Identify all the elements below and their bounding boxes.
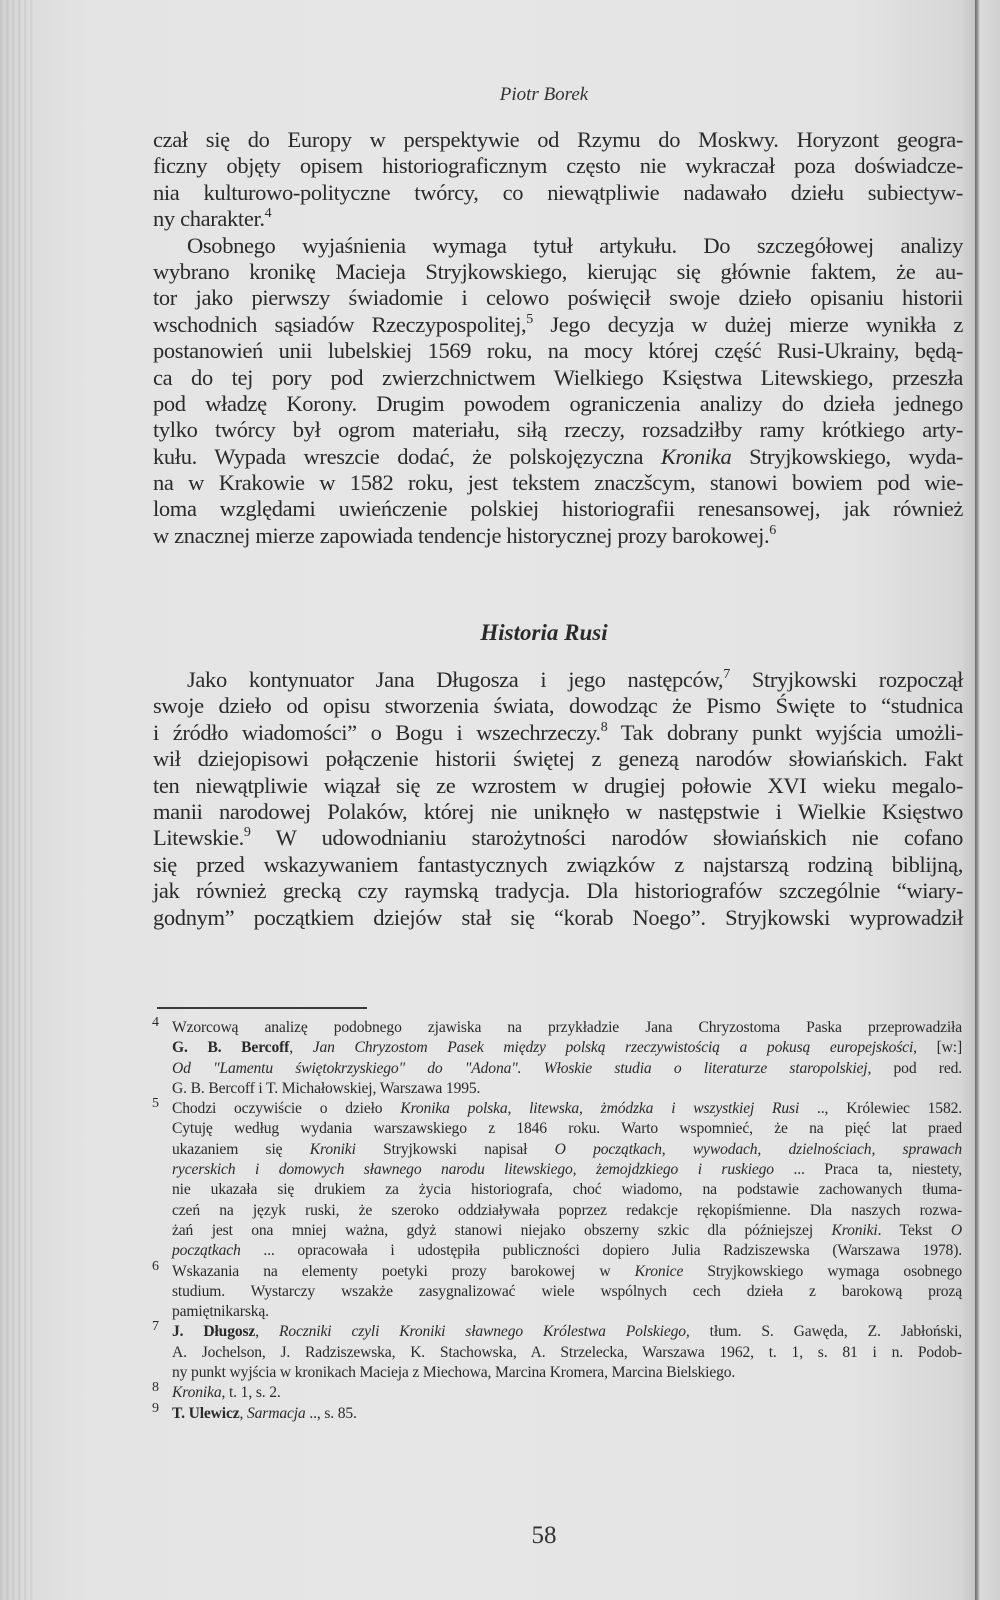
text-line: tor jako pierwszy świadomie i celowo poświęcił swoje dzieło opisaniu historii (153, 285, 963, 311)
text-line: godnym” początkiem dziejów stał się “korab Noego”. Stryjkowski wyprowadził (153, 904, 963, 930)
text-line: swoje dzieło od opisu stworzenia świata, dowodząc że Pismo Święte to “studnica (153, 693, 963, 719)
text-line: wił dziejopisowi połączenie historii świętej z genezą narodów słowiańskich. Fakt (153, 746, 963, 772)
text-line: ny charakter.$^4$ (153, 206, 272, 232)
text-line: Jako kontynuator Jana Długosza i jego następców,$^7$ Stryjkowski rozpoczął (187, 667, 963, 692)
text-line: ca do tej pory pod zwierzchnictwem Wielkiego Księstwa Litewskiego, przeszła (153, 364, 963, 390)
footnote-5: 5 Chodzi oczywiście o dzieło Kronika polska, litewska, żmódzka i wszystkiej Rusi .., Królewiec 1582. Cytuję według wydania warszawskiego z 1846 roku. Warto wspomnieć, że na pięć lat praed ukazaniem się Kroniki Stryjkowski napisał O początkach, wywodach, dzielnościach, sprawach rycerskich i domowych sławnego narodu litewskiego, żemojdzkiego i ruskiego ... Praca ta, niestety, nie ukazała się drukiem za życia historiografa, choć wiadomo, na podstawie zachowanych tłuma- czeń na język ruski, że szeroko oddziaływała poprzez redakcje rękopiśmienne. Dla naszych rozwa- żań jest ona mniej ważna, gdyż stanowi niejako obszerny szkic dla późniejszej Kroniki. Tekst O początkach ... opracowała i udostępiła publiczności dopiero Julia Radziszewska (Warszawa 1978). (152, 1096, 963, 1260)
footnote-ref[interactable]: 7 (723, 667, 730, 682)
footnote-ref[interactable]: 9 (243, 825, 251, 841)
text-line: ficzny objęty opisem historiograficznym często nie wykraczał poza doświadcze- (153, 153, 963, 179)
book-spine-edge (975, 0, 1000, 1600)
footnote-ref[interactable]: 8 (600, 719, 608, 735)
footnote-number: 4 (152, 1015, 159, 1030)
text-line: wschodnich sąsiadów Rzeczypospolitej,$^5$ Jego decyzja w dużej mierze wynikła z (153, 311, 963, 337)
text-line: Litewskie.$^9$ W udowodnianiu starożytności narodów słowiańskich nie cofano (153, 825, 963, 851)
text-line: nia kulturowo-polityczne twórcy, co niewątpliwie nadawało dziełu subiectyw- (153, 179, 963, 205)
text-line: na w Krakowie w 1582 roku, jest tekstem znaczšcym, stanowi bowiem pod wie- (153, 470, 963, 496)
page-number: 58 (531, 1522, 557, 1549)
body-paragraph-historia (153, 667, 963, 931)
footnote-6: 6 Wskazania na elementy poetyki prozy barokowej w Kronice Stryjkowskiego wymaga osobnego studium. Wystarczy wszakże zasygnalizować wiele wspólnych cech dzieła z barokową prozą pamiętnikarską. (152, 1258, 962, 1321)
footnote-number: 8 (152, 1380, 159, 1396)
footnote-number: 5 (152, 1096, 159, 1112)
footnote-number: 7 (152, 1319, 159, 1335)
body-paragraphs-top (153, 127, 963, 549)
footnote-number: 9 (152, 1400, 159, 1416)
section-heading: Historia Rusi (480, 620, 608, 645)
text-line: ten niewątpliwie wiązał się ze wzrostem w drugiej połowie XVI wieku megalo- (153, 772, 963, 798)
text-line: Osobnego wyjaśnienia wymaga tytuł artykułu. Do szczegółowej analizy (187, 232, 963, 258)
text-line: i źródło wiadomości” o Bogu i wszechrzeczy.$^8$ Tak dobrany punkt wyjścia umożli- (153, 719, 963, 745)
footnote-number: 6 (152, 1258, 159, 1274)
footnote-8: 8 Kronika, t. 1, s. 2. (152, 1380, 281, 1402)
footnote-ref[interactable]: 4 (264, 206, 272, 222)
text-line: wybrano kronikę Macieja Stryjkowskiego, kierując się głównie faktem, że au- (153, 258, 963, 284)
footnote-9: 9 T. Ulewicz, Sarmacja .., s. 85. (152, 1400, 357, 1422)
page-stack-edges (0, 0, 35, 1600)
text-line: się przed wskazywaniem fantastycznych związków z najstarszą rodziną biblijną, (153, 851, 963, 877)
text-line: tylko twórcy był ogrom materiału, siłą rzeczy, rozsadziłby ramy krótkiego arty- (153, 417, 963, 443)
text-line: loma względami uwieńczenie polskiej historiografii renesansowej, jak również (153, 496, 963, 522)
text-line: czał się do Europy w perspektywie od Rzymu do Moskwy. Horyzont geogra- (153, 127, 963, 152)
footnote-separator (157, 1007, 367, 1009)
text-line: postanowień unii lubelskiej 1569 roku, na mocy której część Rusi-Ukrainy, będą- (153, 338, 963, 364)
footnote-ref[interactable]: 6 (769, 522, 776, 538)
text-line: manii narodowej Polaków, której nie uniknęło w następstwie i Wielkie Księstwo (153, 798, 963, 824)
footnotes (152, 1015, 963, 1424)
text-line: kułu. Wypada wreszcie dodać, że polskojęzyczna Kronika Stryjkowskiego, wyda- (153, 443, 964, 469)
footnote-ref[interactable]: 5 (526, 311, 533, 327)
text-line: w znacznej mierze zapowiada tendencje historycznej prozy barokowej.$^6$ (153, 522, 776, 548)
footnote-7: 7 J. Długosz, Roczniki czyli Kroniki sławnego Królestwa Polskiego, tłum. S. Gawęda, Z. Jabłoński, A. Jochelson, J. Radziszewska, K. Stachowska, A. Strzelecka, Warszawa 1962, t. 1, s. 81 i n. Podob- ny punkt wyjścia w kronikach Macieja z Miechowa, Marcina Kromera, Marcina Bielskiego. (152, 1319, 963, 1382)
text-line: jak również grecką czy raymską tradycja. Dla historiografów szczególnie “wiary- (153, 878, 963, 904)
text-line: pod władzę Korony. Drugim powodem ograniczenia analizy do dzieła jednego (153, 390, 963, 416)
running-head: Piotr Borek (499, 84, 589, 105)
footnote-4: 4 Wzorcową analizę podobnego zjawiska na przykładzie Jana Chryzostoma Paska przeprowadziła G. B. Bercoff, Jan Chryzostom Pasek między polską rzeczywistością a pokusą europejskości, [w:] Od "Lamentu świętokrzyskiego" do "Adona". Włoskie studia o literaturze staropolskiej, pod red. G. B. Bercoff i T. Michałowskiej, Warszawa 1995. (152, 1015, 962, 1097)
